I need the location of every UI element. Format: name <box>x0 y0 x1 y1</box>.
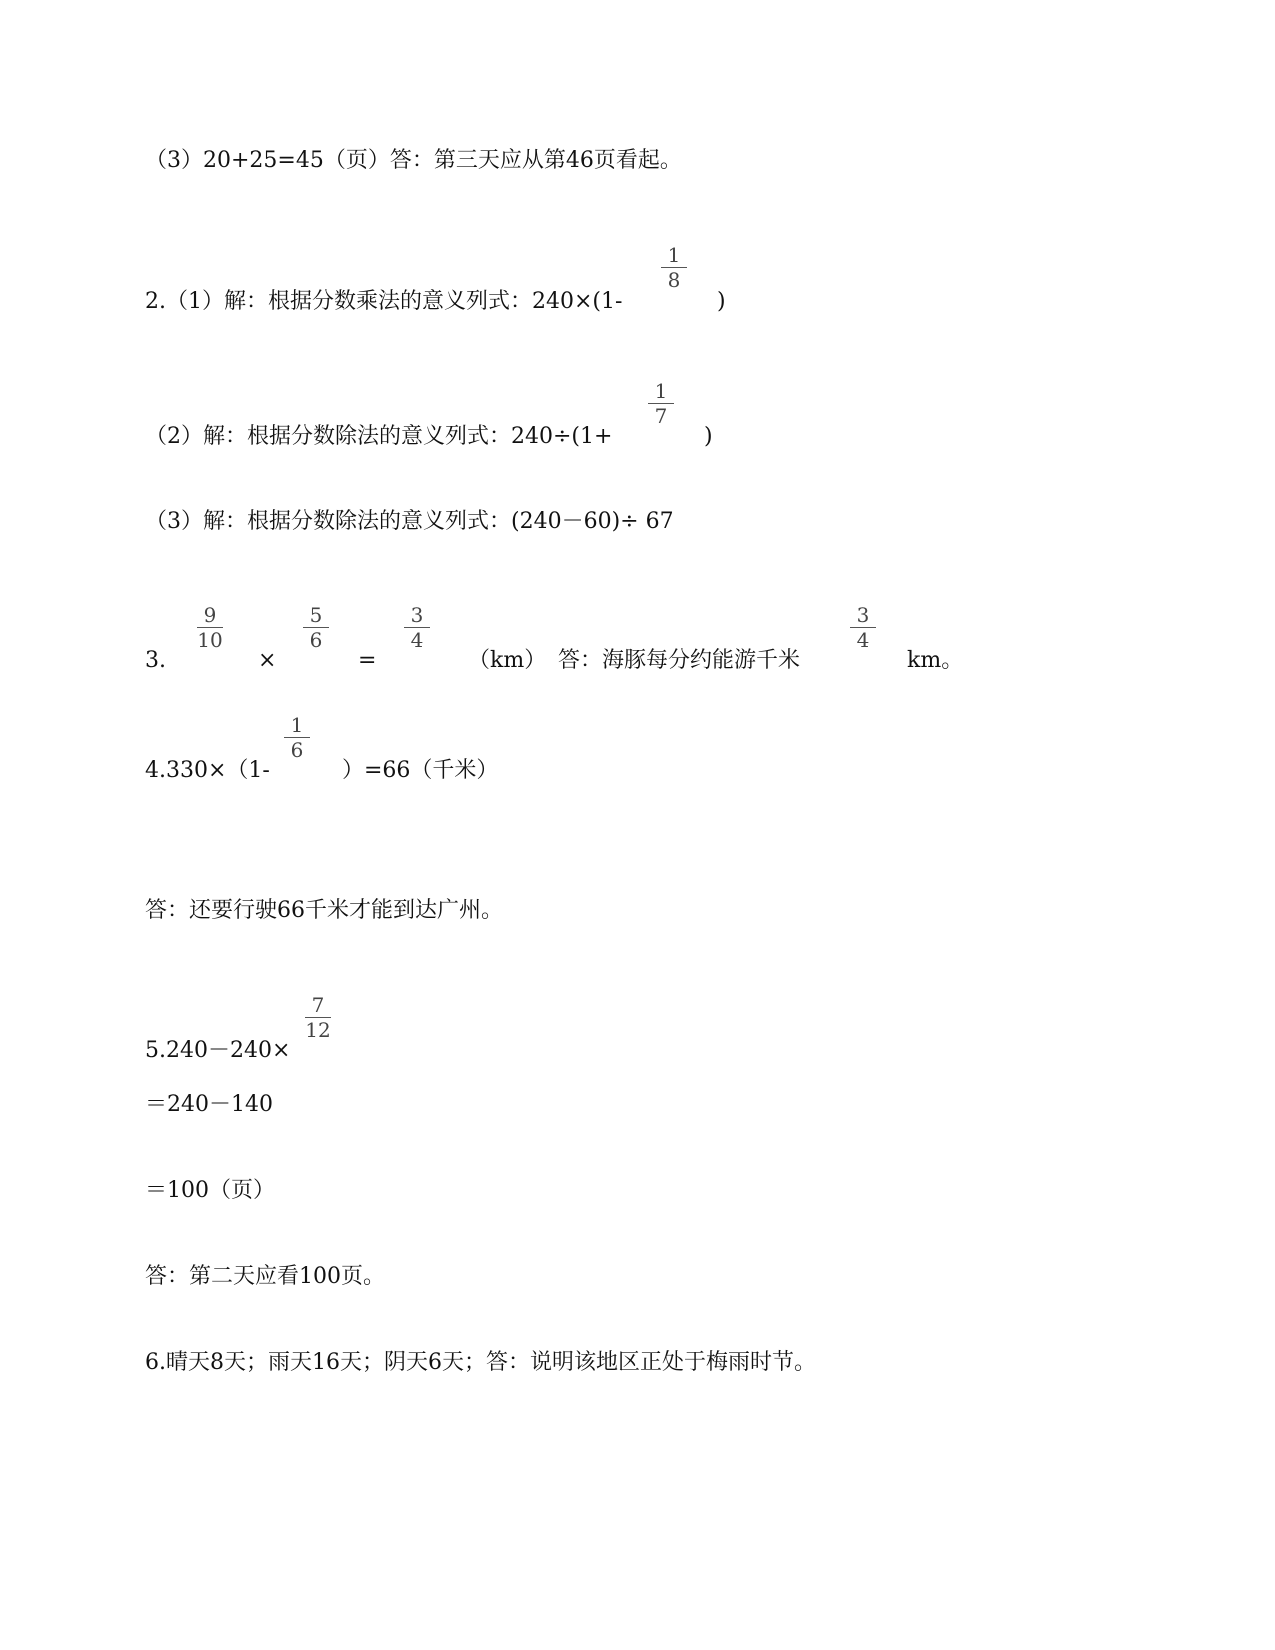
fraction-denominator: 7 <box>654 404 668 428</box>
fraction-numerator: 3 <box>856 603 870 627</box>
answer-4-text: 答：还要行驶66千米才能到达广州。 <box>145 898 503 923</box>
fraction-numerator: 9 <box>203 603 217 627</box>
answer-3-number: 3. <box>145 648 166 673</box>
answer-5-expression: 5.240－240× <box>145 1038 291 1063</box>
unit-km: （km） <box>468 648 547 673</box>
answer-4-expression: 4.330×（1- <box>145 758 270 783</box>
fraction-numerator: 1 <box>667 243 681 267</box>
fraction-denominator: 6 <box>290 738 304 762</box>
answer-3-text: 答：海豚每分约能游千米 <box>558 648 801 673</box>
times-sign: × <box>258 648 277 673</box>
answer-line-2-3: （3）解：根据分数除法的意义列式：(240－60)÷ 67 <box>145 509 674 534</box>
fraction-one-seventh <box>644 380 678 427</box>
fraction-one-sixth <box>280 714 314 761</box>
fraction-denominator: 6 <box>309 628 323 652</box>
fraction-numerator: 7 <box>311 993 325 1017</box>
fraction-numerator: 1 <box>290 713 304 737</box>
fraction-five-sixths <box>299 604 333 651</box>
answer-3-unit: km。 <box>907 648 964 673</box>
fraction-three-quarters <box>400 604 434 651</box>
answer-5-text: 答：第二天应看100页。 <box>145 1264 385 1289</box>
equals-sign: = <box>358 648 377 673</box>
fraction-three-quarters <box>846 604 880 651</box>
fraction-denominator: 4 <box>410 628 424 652</box>
fraction-numerator: 3 <box>410 603 424 627</box>
answer-4-result: ）=66（千米） <box>342 758 499 783</box>
answer-5-step-1: ＝240－140 <box>145 1092 273 1117</box>
fraction-numerator: 1 <box>654 379 668 403</box>
answer-line-2-1: 2.（1）解：根据分数乘法的意义列式：240×(1- <box>145 289 623 314</box>
closing-paren: ) <box>704 424 713 449</box>
answer-line-2-2: （2）解：根据分数除法的意义列式：240÷(1+ <box>145 424 613 449</box>
answer-6-text: 6.晴天8天；雨天16天；阴天6天；答：说明该地区正处于梅雨时节。 <box>145 1350 816 1375</box>
fraction-nine-tenths <box>193 604 227 651</box>
closing-paren: ) <box>717 289 726 314</box>
answer-5-step-2: ＝100（页） <box>145 1178 275 1203</box>
fraction-seven-twelfths <box>301 994 335 1041</box>
fraction-denominator: 8 <box>667 268 681 292</box>
fraction-numerator: 5 <box>309 603 323 627</box>
answer-line-1-3: （3）20+25=45（页）答：第三天应从第46页看起。 <box>145 148 682 173</box>
fraction-one-eighth <box>657 244 691 291</box>
fraction-denominator: 10 <box>197 628 223 652</box>
fraction-denominator: 4 <box>856 628 870 652</box>
fraction-denominator: 12 <box>305 1018 331 1042</box>
